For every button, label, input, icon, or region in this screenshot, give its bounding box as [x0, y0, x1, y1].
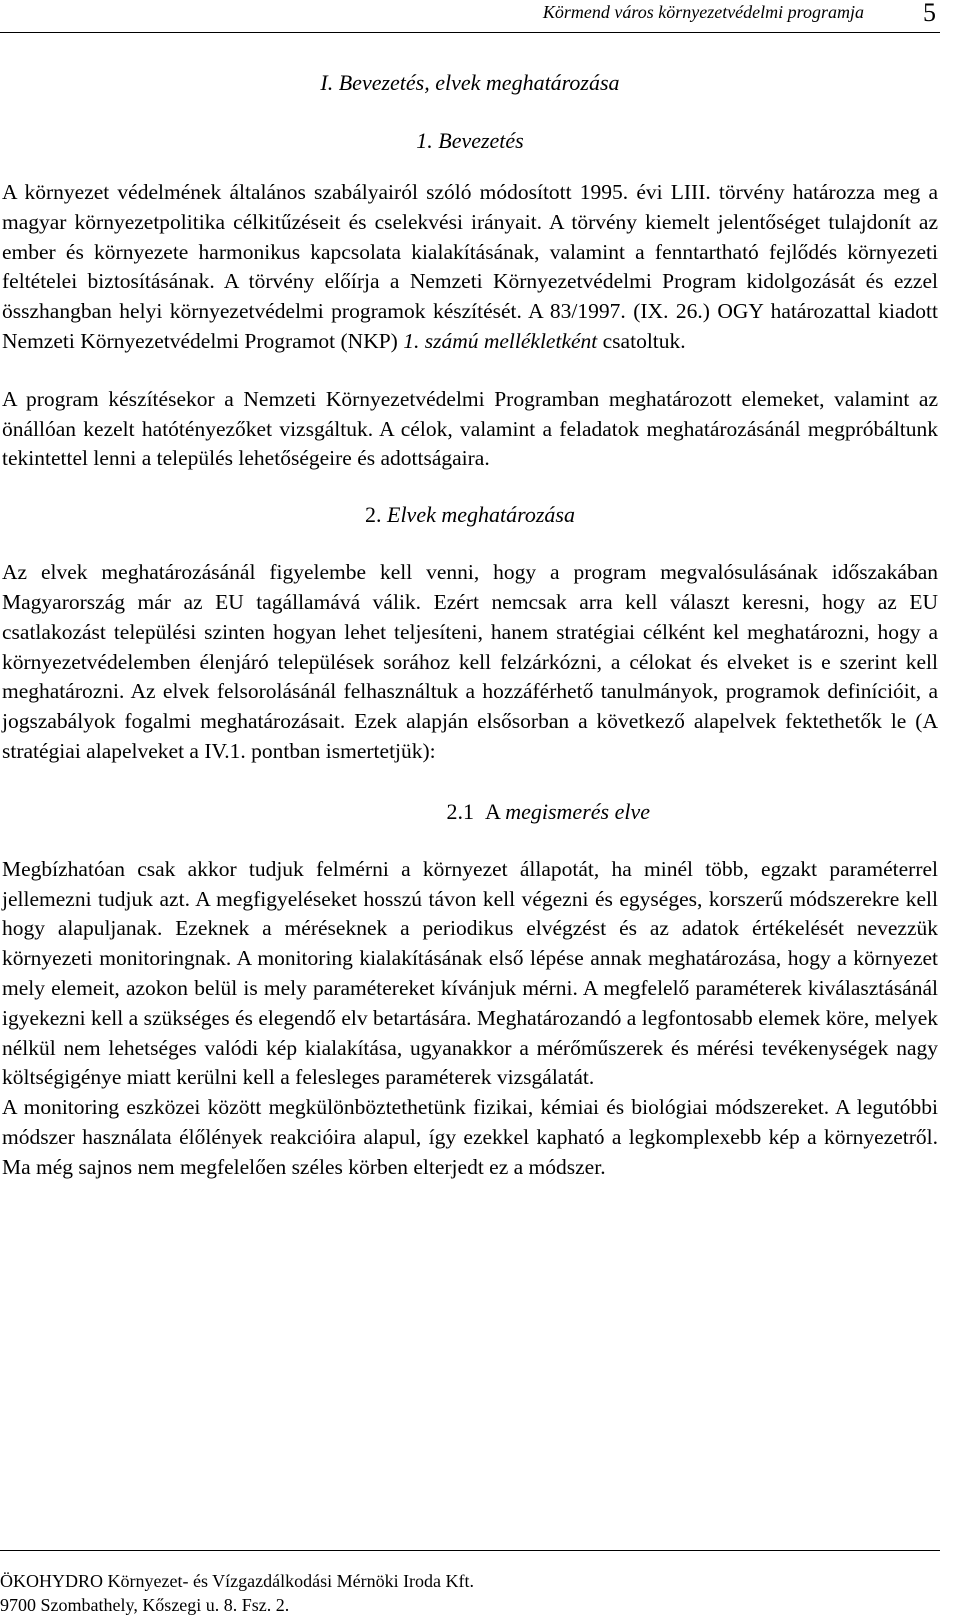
intro-text-b: csatoltuk. — [597, 328, 686, 353]
section-2-heading — [2, 500, 938, 530]
intro-text-a: A környezet védelmének általános szabályairól szóló módosított 1995. évi LIII. törvény határozza meg a magyar környezetpolitika célkitűzéseit és cselekvési irányait. A törvény kiemelt jelentőséget tulajdonít az ember és környezete harmonikus kapcsolata kialakításának, valamint a fenntartható fejlődés környezeti feltételei biztosításának. A törvény előírja a Nemzeti Környezetvédelmi Program kidolgozását és ezzel összhangban helyi környezetvédelmi programok készítését. A 83/1997. (IX. 26.) OGY határozattal kiadott Nemzeti Környezetvédelmi Programot (NKP) — [2, 180, 938, 353]
footer-company: ÖKOHYDRO Környezet- és Vízgazdálkodási Mérnöki Iroda Kft. — [0, 1571, 475, 1591]
section-2-1-paragraph-1: Megbízhatóan csak akkor tudjuk felmérni a környezet állapotát, ha minél több, egzakt paraméterrel jellemezni tudjuk azt. A megfigyeléseket hosszú távon kell végezni és egységes, korszerű módszerekre kell hogy alapuljanak. Ezeknek a méréseknek a periodikus elvégzést és az adatok értékelését nevezzük környezeti monitoringnak. A monitoring kialakításának első lépése annak meghatározása, hogy a környezet mely elemeit, azokon belül is mely paramétereket kívánjuk mérni. A megfelelő paraméterek kiválasztásánál igyekezni kell a szükséges és elegendő elv betartására. Meghatározandó a legfontosabb elemek köre, melyek nélkül nem lehetséges valódi kép kialakítása, ugyanakkor a mérőműszerek és mérési tevékenységek nagy költségigénye miatt kerülni kell a felesleges paraméterek vizsgálatát. — [2, 856, 938, 1090]
intro-paragraph-1 — [2, 178, 938, 357]
section-2-1-paragraph-2: A monitoring eszközei között megkülönböztethetünk fizikai, kémiai és biológiai módszereket. A legutóbbi módszer használata élőlények reakcióira alapul, így ezekkel kapható a legkomplexebb kép a környezetről. Ma még sajnos nem megfelelően széles körben elterjedt ez a módszer. — [2, 1095, 938, 1179]
intro-paragraph-2: A program készítésekor a Nemzeti Környezetvédelmi Programban meghatározott elemeket, valamint az önállóan kezelt hatótényezőket vizsgáltuk. A célok, valamint a feladatok meghatározásánál megpróbáltunk tekintettel lenni a település lehetőségeire és adottságaira. — [2, 386, 938, 471]
section-2-number: 2. — [365, 502, 382, 528]
footer-address: 9700 Szombathely, Kőszegi u. 8. Fsz. 2. — [0, 1595, 290, 1615]
section-2-1-title-plain: A — [485, 798, 500, 824]
page-header — [0, 0, 940, 33]
chapter-heading: 1. Bevezetés — [416, 128, 524, 153]
intro-text-italic: 1. számú mellékletként — [403, 328, 598, 353]
page-footer — [0, 1550, 940, 1617]
section-2-1-heading — [2, 797, 938, 827]
header-title: Körmend város környezetvédelmi programja — [542, 2, 864, 22]
section-2-1-number: 2.1 — [446, 798, 475, 824]
section-2-title: Elvek meghatározása — [387, 502, 575, 528]
page-content — [2, 64, 938, 1183]
section-2-paragraph: Az elvek meghatározásánál figyelembe kell venni, hogy a program megvalósulásának időszakában Magyarország már az EU tagállamává válik. Ezért nemcsak arra kell választ keresni, hogy az EU csatlakozást települési szinten hogyan lehet teljesíteni, hanem stratégiai célként kel meghatározni, hogy a környezetvédelemben élenjáró települések sorához kell felzárkózni, a célokat és elveket is e szerint kell meghatározni. Az elvek felsorolásánál felhasználtuk a hozzáférhető tanulmányok, programok definícióit, a jogszabályok fogalmi meghatározásait. Ezek alapján elsősorban a következő alapelvek fektethetők le (A stratégiai alapelveket a IV.1. pontban ismertetjük): — [2, 560, 938, 763]
part-heading: I. Bevezetés, elvek meghatározása — [320, 70, 620, 95]
section-2-1-title-italic: megismerés elve — [505, 798, 650, 824]
page-number: 5 — [923, 0, 936, 27]
